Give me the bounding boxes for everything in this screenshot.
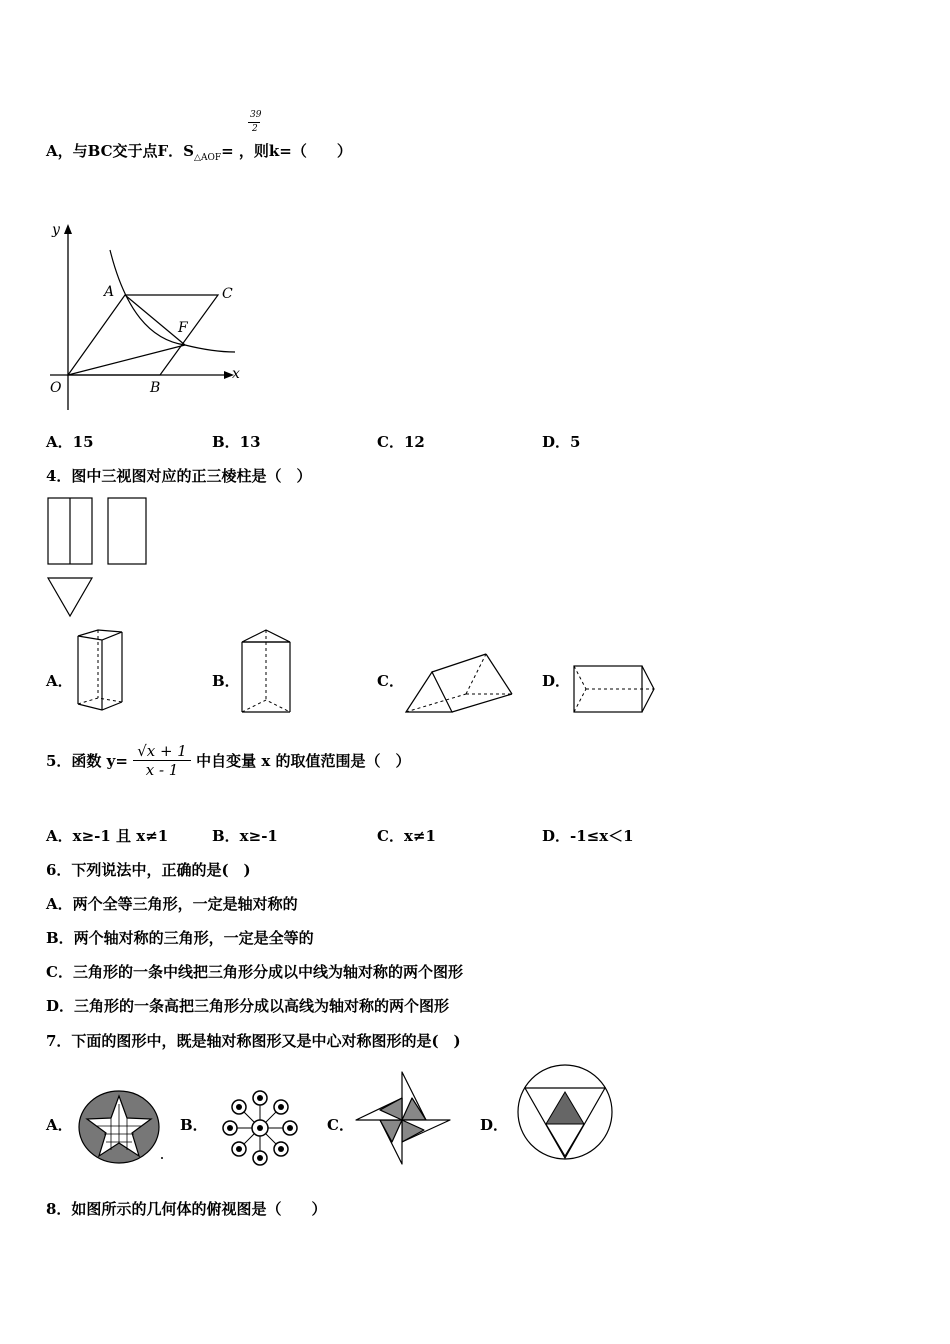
q7-option-b[interactable]: B． [180, 1116, 208, 1134]
q4-three-views [46, 496, 156, 621]
q3-option-d[interactable]: D．5 [542, 433, 581, 451]
q7-figure-b-flower[interactable] [218, 1090, 302, 1166]
q5-fraction-denominator: x - 1 [145, 761, 179, 779]
axis-x-label: x [232, 366, 240, 382]
q7-option-d[interactable]: D． [480, 1116, 509, 1134]
q4-prism-d[interactable] [572, 662, 658, 716]
q3-option-b[interactable]: B．13 [212, 433, 261, 451]
q7-figure-d-triangle-circle[interactable] [514, 1062, 616, 1162]
q6-option-a[interactable]: A．两个全等三角形，一定是轴对称的 [46, 895, 298, 913]
fraction-bar [248, 122, 260, 123]
q6-option-c[interactable]: C．三角形的一条中线把三角形分成以中线为轴对称的两个图形 [46, 963, 463, 981]
q7-option-c[interactable]: C． [327, 1116, 354, 1134]
point-a-label: A [104, 284, 115, 300]
q3-stem-prefix: A，与BC交于点F．S [46, 142, 195, 160]
q4-option-d[interactable]: D． [542, 672, 571, 690]
q5-option-a[interactable]: A．x≥-1 且 x≠1 [46, 827, 169, 845]
q3-stem-suffix: = ，则k=（ ） [221, 142, 352, 160]
q3-option-a[interactable]: A．15 [46, 433, 94, 451]
q8-stem: 8．如图所示的几何体的俯视图是（ ） [46, 1200, 327, 1218]
q4-prism-b[interactable] [240, 628, 292, 716]
q4-option-b[interactable]: B． [212, 672, 240, 690]
origin-label: O [50, 380, 62, 396]
q5-option-c[interactable]: C．x≠1 [377, 827, 436, 845]
fraction-denominator: 2 [252, 124, 258, 134]
q3-graph [40, 220, 250, 420]
q7-option-a[interactable]: A． [46, 1116, 73, 1134]
q5-option-d[interactable]: D．-1≤x＜1 [542, 827, 634, 845]
q6-stem: 6．下列说法中，正确的是( ) [46, 861, 251, 879]
axis-y-label: y [52, 222, 60, 238]
q6-option-d[interactable]: D．三角形的一条高把三角形分成以高线为轴对称的两个图形 [46, 997, 450, 1015]
q7-figure-a-star-circle[interactable] [78, 1090, 164, 1166]
point-f-label: F [178, 320, 188, 336]
q5-fraction [133, 742, 191, 779]
q7-figure-c-pinwheel[interactable] [352, 1070, 458, 1168]
q5-stem [46, 742, 410, 779]
point-c-label: C [222, 286, 233, 302]
q5-stem-prefix: 5．函数 y= [46, 752, 128, 770]
q4-prism-c[interactable] [404, 650, 516, 716]
q6-option-b[interactable]: B．两个轴对称的三角形，一定是全等的 [46, 929, 314, 947]
q5-stem-suffix: 中自变量 x 的取值范围是（ ） [196, 752, 411, 770]
fraction-numerator: 39 [250, 110, 262, 120]
q3-option-c[interactable]: C．12 [377, 433, 425, 451]
q3-stem [46, 140, 352, 163]
q7-stem: 7．下面的图形中，既是轴对称图形又是中心对称图形的是( ) [46, 1032, 461, 1050]
q5-option-b[interactable]: B．x≥-1 [212, 827, 278, 845]
q4-prism-a[interactable] [74, 628, 126, 714]
q5-fraction-numerator: √x + 1 [133, 742, 191, 761]
q4-stem: 4．图中三视图对应的正三棱柱是（ ） [46, 467, 312, 485]
q4-option-c[interactable]: C． [377, 672, 404, 690]
q3-stem-sub: △AOF [194, 153, 222, 163]
q4-option-a[interactable]: A． [46, 672, 73, 690]
point-b-label: B [150, 380, 161, 396]
